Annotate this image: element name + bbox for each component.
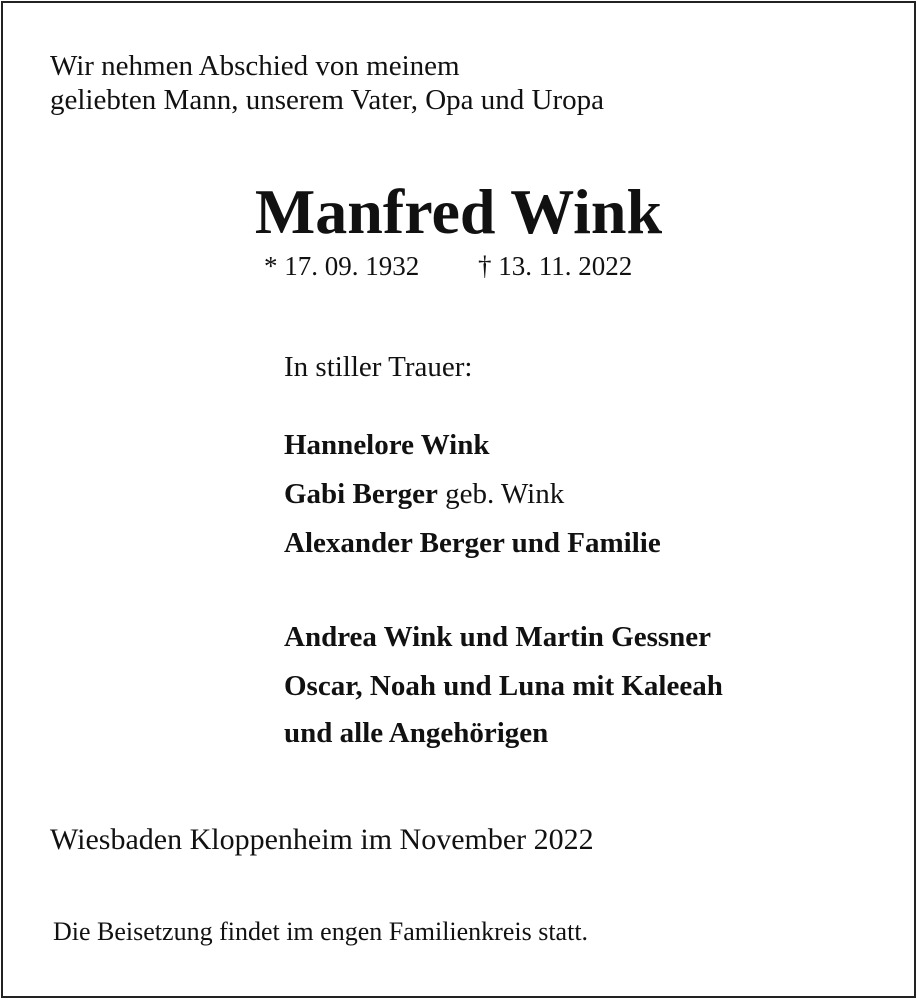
mourner-normal: geb. Wink bbox=[437, 478, 565, 510]
place-date: Wiesbaden Kloppenheim im November 2022 bbox=[50, 823, 594, 856]
mourner-bold: Oscar, Noah und Luna mit Kaleeah bbox=[284, 670, 723, 702]
intro-line-2: geliebten Mann, unserem Vater, Opa und Uropa bbox=[50, 84, 604, 116]
mourner-line bbox=[284, 431, 489, 460]
birth-date: * 17. 09. 1932 bbox=[264, 251, 420, 281]
mourner-bold: Alexander Berger und Familie bbox=[284, 527, 661, 559]
mourner-bold: Hannelore Wink bbox=[284, 429, 490, 461]
mourner-bold: Andrea Wink und Martin Gessner bbox=[284, 621, 712, 653]
burial-note: Die Beisetzung findet im engen Familienkreis statt. bbox=[53, 917, 589, 946]
mourner-bold: und alle Angehörigen bbox=[284, 717, 549, 749]
mourner-bold: Gabi Berger bbox=[284, 478, 438, 510]
mourner-line bbox=[284, 719, 548, 748]
mourner-line bbox=[284, 623, 711, 652]
death-date: † 13. 11. 2022 bbox=[478, 251, 633, 281]
mourner-line bbox=[284, 480, 564, 509]
mourner-line bbox=[284, 672, 723, 701]
mourner-line bbox=[284, 529, 661, 558]
intro-line-1: Wir nehmen Abschied von meinem bbox=[50, 50, 460, 82]
deceased-name: Manfred Wink bbox=[254, 176, 663, 247]
mourning-label: In stiller Trauer: bbox=[284, 351, 473, 383]
